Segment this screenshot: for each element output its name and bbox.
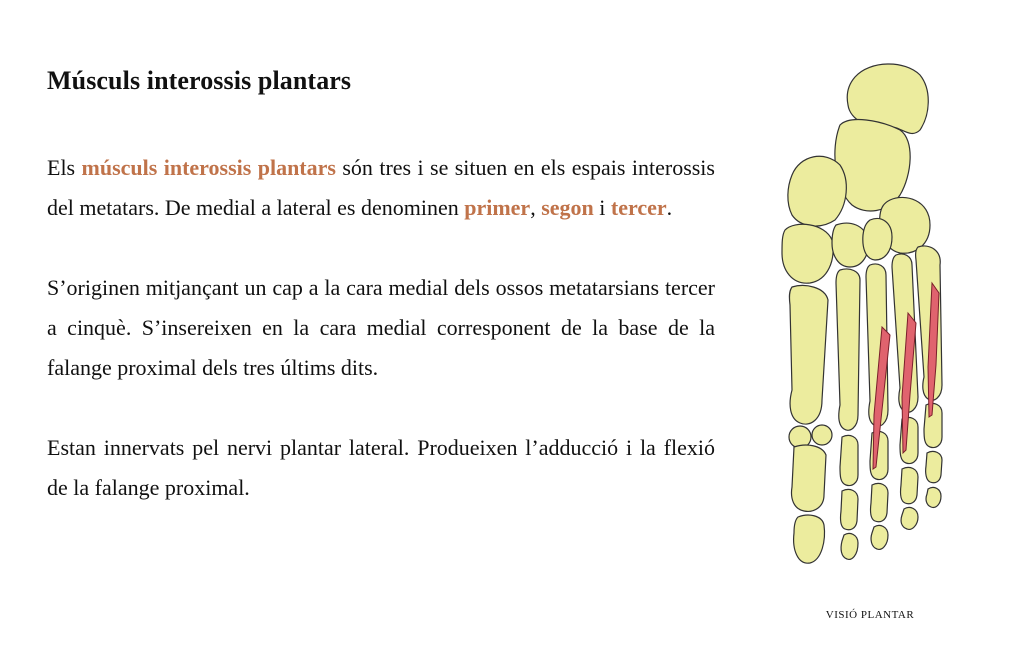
cuneiform-medial [782, 224, 833, 283]
cuneiform-lateral [863, 219, 892, 260]
figure-caption: VISIÓ PLANTAR [825, 609, 915, 621]
p1-text-3: , [530, 195, 542, 220]
page-title: Músculs interossis plantars [47, 66, 352, 95]
metatarsal-1 [789, 286, 828, 425]
foot-skeleton-illustration [770, 55, 970, 585]
toe4-distal-phalanx [901, 507, 918, 529]
foot-bones [782, 64, 942, 563]
p1-text-1: Els [47, 155, 82, 180]
toe2-middle-phalanx [840, 489, 858, 529]
p1-text-4: i [593, 195, 611, 220]
toe5-middle-phalanx [926, 451, 942, 482]
toe2-distal-phalanx [841, 533, 858, 559]
p1-text-2: són tres i se situen en els espais interossis del metatars. De medial a lateral es denominen [47, 155, 715, 220]
toe3-distal-phalanx [871, 525, 888, 549]
toe5-proximal-phalanx [924, 403, 942, 447]
paragraph-1 [47, 148, 715, 228]
highlight-term-second: segon [541, 195, 594, 220]
highlight-term-muscles: músculs interossis plantars [81, 155, 336, 180]
hallux-proximal-phalanx [792, 445, 827, 511]
toe2-proximal-phalanx [840, 435, 858, 485]
navicular-bone [788, 156, 846, 226]
p1-text-5: . [666, 195, 673, 220]
toe3-middle-phalanx [870, 483, 888, 521]
body-text [47, 148, 715, 548]
toe4-middle-phalanx [900, 467, 918, 503]
sesamoid-2 [812, 425, 832, 445]
highlight-term-first: primer [464, 195, 531, 220]
toe5-distal-phalanx [926, 487, 941, 507]
highlight-term-third: tercer [610, 195, 667, 220]
paragraph-3: Estan innervats pel nervi plantar lateral. Produeixen l’adducció i la flexió de la falange proximal. [47, 435, 715, 500]
metatarsal-2 [836, 269, 860, 430]
hallux-distal-phalanx [794, 515, 825, 563]
paragraph-2: S’originen mitjançant un cap a la cara medial dels ossos metatarsians tercer a cinquè. S’insereixen en la cara medial corresponent de la base de la falange proximal dels tres últims dits. [47, 275, 715, 380]
